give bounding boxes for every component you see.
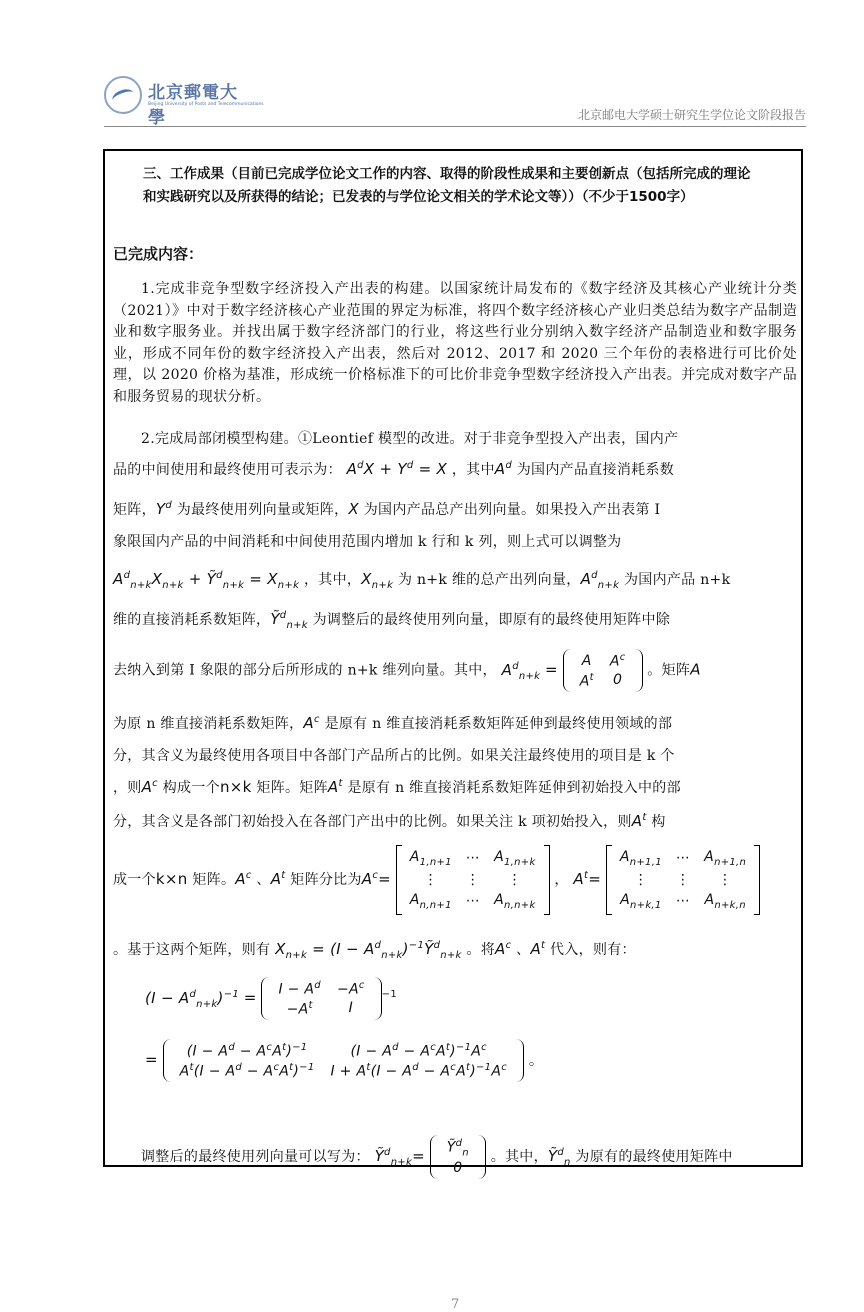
paragraph-2-line-d: 象限国内产品的中间消耗和中间使用范围内增加 k 行和 k 列，则上式可以调整为 xyxy=(113,534,622,550)
formula-leontief: $A^dX + Y^d = X$ xyxy=(346,460,448,478)
block-matrix: A $A^c$ $A^t$ 0 xyxy=(563,649,643,692)
paragraph-3-line-a: 调整后的最终使用列向量可以写为： Ỹ$^d_{n+k}$= Ỹ$^d_n$ 0 。其中，Ỹ$^d_n$ 为原有的最终使用矩阵中 xyxy=(113,1135,797,1179)
matrix-ac: $A_{1,n+1}$ ⋯ $A_{1,n+k}$ ⋮ ⋮ ⋮ $A_{n,n+1}$ ⋯ $A_{n,n+k}$ xyxy=(396,845,550,915)
paragraph-2-line-h: 为原 n 维直接消耗系数矩阵，$A^c$ 是原有 n 维直接消耗系数矩阵延伸到最终使用领域的部 xyxy=(113,714,673,732)
paragraph-2-line-a: 2.完成局部闭模型构建。①Leontief 模型的改进。对于非竞争型投入产出表，国内产 xyxy=(141,431,679,447)
paragraph-2-line-l: 成一个k×n 矩阵。$A^c$ 、$A^t$ 矩阵分比为$A^c=$ $A_{1,n+1}$ ⋯ $A_{1,n+k}$ ⋮ ⋮ ⋮ $A_{n,n+1}$ ⋯ $A_{n,n+k}$ ， $A^t=$ $A_{n+1,1}$ ⋯ $A_{n+1,n}$ ⋮ ⋮ ⋮ $A_{n+k,1}$ ⋯ $A_{n+k,n}$ xyxy=(113,845,797,915)
formula-extended: $A^d_{n+k}X_{n+k}$ + Ỹ$^d_{n+k}$ = $X_{n+k}$ xyxy=(113,570,300,591)
paragraph-2-line-m: 。基于这两个矩阵，则有 $X_{n+k} = (I$ − $A^d_{n+k})^{-1}Ỹ^d_{n+k}$ 。将$A^c$ 、$A^t$ 代入，则有： xyxy=(113,940,636,961)
logo-chinese-name: 北京郵電大學 xyxy=(148,83,238,128)
university-logo xyxy=(104,74,264,128)
completed-heading: 已完成内容： xyxy=(113,245,204,263)
report-frame xyxy=(103,149,803,1312)
logo-english-name: Beijing University of Posts and Telecommunications xyxy=(148,102,264,107)
paragraph-2-line-c: 矩阵，$Y^d$ 为最终使用列向量或矩阵，X 为国内产品总产出列向量。如果投入产出表第 I xyxy=(113,500,661,518)
header-divider xyxy=(104,126,806,127)
formula-output: $X_{n+k} = (I$ − $A^d_{n+k})^{-1}Ỹ^d_{n+k}$ xyxy=(275,940,462,961)
paragraph-2-line-k: 分，其含义是各部门初始投入在各部门产出中的比例。如果关注 k 项初始投入，则$A^t$ 构 xyxy=(113,812,666,830)
page-number: 7 xyxy=(451,1297,460,1312)
paragraph-2-line-e: $A^d_{n+k}X_{n+k}$ + Ỹ$^d_{n+k}$ = $X_{n+k}$ ，其中，$X_{n+k}$ 为 n+k 维的总产出列向量，$A^d_{n+k}$ 为国内产品 n+k xyxy=(113,570,731,591)
matrix-at: $A_{n+1,1}$ ⋯ $A_{n+1,n}$ ⋮ ⋮ ⋮ $A_{n+k,1}$ ⋯ $A_{n+k,n}$ xyxy=(606,845,760,915)
formula-inverse: $(I - A^d_{n+k})^{-1}$ = $I - A^d$ $-A^c$ $-A^t$ I $^{-1}$ xyxy=(145,977,829,1020)
paragraph-2-line-b: 品的中间使用和最终使用可表示为： $A^dX + Y^d = X$ ，其中$A^d$ 为国内产品直接消耗系数 xyxy=(113,460,675,478)
paragraph-2-line-i: 分，其含义为最终使用各项目中各部门产品所占的比例。如果关注最终使用的项目是 k 个 xyxy=(113,748,675,764)
formula-expanded: = $(I - A^d - A^cA^t)^{-1}$ $(I - A^d - A^cA^t)^{-1}A^c$ $A^t(I - A^d - A^cA^t)^{-1}$ $I + A^t(I - A^d - A^cA^t)^{-1}A^c$ 。 xyxy=(145,1039,829,1082)
section-title: 三、工作成果（目前已完成学位论文工作的内容、取得的阶段性成果和主要创新点（包括所完成的理论和实践研究以及所获得的结论；已发表的与学位论文相关的学术论文等））（不少于1500字） xyxy=(143,166,751,205)
report-header-title: 北京邮电大学硕士研究生学位论文阶段报告 xyxy=(577,108,806,122)
paragraph-2-line-f: 维的直接消耗系数矩阵，Ỹ$^d_{n+k}$ 为调整后的最终使用列向量，即原有的最终使用矩阵中除 xyxy=(113,610,671,631)
paragraph-2-line-g: 去纳入到第 I 象限的部分后所形成的 n+k 维列向量。其中， $A^d_{n+k}$ = A $A^c$ $A^t$ 0 。矩阵A xyxy=(113,649,797,692)
paragraph-2-line-j: ，则$A^c$ 构成一个n×k 矩阵。矩阵$A^t$ 是原有 n 维直接消耗系数矩阵延伸到初始投入中的部 xyxy=(113,778,681,796)
paragraph-1: 1.完成非竞争型数字经济投入产出表的构建。以国家统计局发布的《数字经济及其核心产业统计分类（2021）》中对于数字经济核心产业范围的界定为标准，将四个数字经济核心产业归类总结为数字产品制造业和数字服务业。并找出属于数字经济部门的行业，将这些行业分别纳入数字经济产品制造业和数字服务业，形成不同年份的数字经济投入产出表，然后对 2012、2017 和 2020 三个年份的表格进行可比价处理，以 2020 价格为基准，形成统一价格标准下的可比价非竞争型数字经济投入产出表。并完成对数字产品和服务贸易的现状分析。 xyxy=(113,281,797,405)
logo-emblem-icon xyxy=(104,76,142,114)
